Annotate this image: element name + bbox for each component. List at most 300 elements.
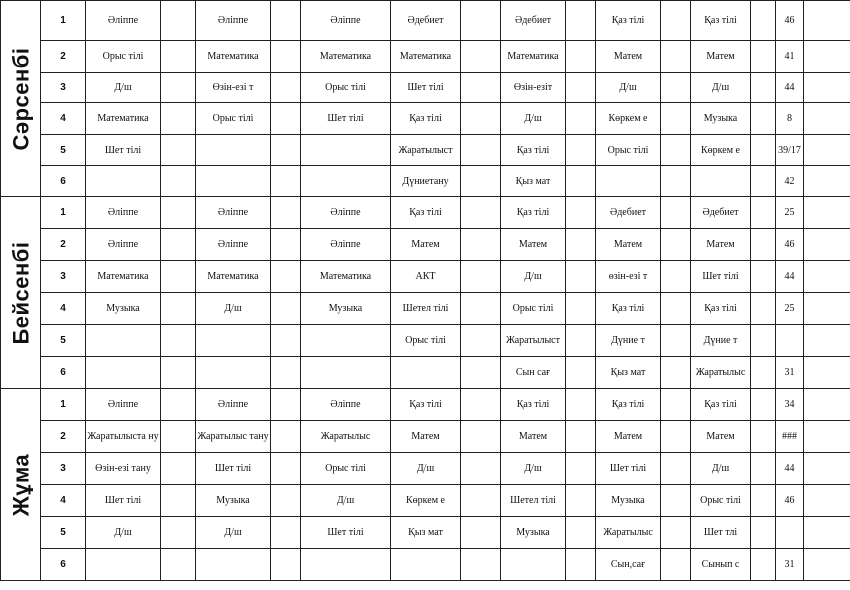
subject-cell: Орыс тілі [596, 135, 661, 166]
subject-cell: Жаратылыс [691, 357, 751, 389]
class-count: 44 [776, 453, 804, 485]
subject-cell: Жаратылыс тану [196, 421, 271, 453]
empty-cell [661, 389, 691, 421]
subject-cell: Қаз тілі [691, 389, 751, 421]
subject-cell: Орыс тілі [301, 453, 391, 485]
empty-cell [161, 103, 196, 135]
subject-cell: Орыс тілі [196, 103, 271, 135]
subject-cell: Математика [501, 41, 566, 73]
empty-cell [461, 41, 501, 73]
subject-cell [86, 549, 161, 581]
subject-cell: Шетел тілі [391, 293, 461, 325]
empty-cell [661, 166, 691, 197]
empty-cell [161, 325, 196, 357]
empty-cell [804, 325, 850, 357]
subject-cell [196, 357, 271, 389]
empty-cell [804, 357, 850, 389]
empty-cell [566, 1, 596, 41]
subject-cell: Өзін-езіт [501, 73, 566, 103]
subject-cell: Әліппе [86, 197, 161, 229]
subject-cell [301, 135, 391, 166]
subject-cell: Д/ш [86, 73, 161, 103]
subject-cell [596, 166, 661, 197]
lesson-number: 6 [41, 549, 86, 581]
subject-cell: Математика [196, 41, 271, 73]
subject-cell: Матем [691, 229, 751, 261]
subject-cell [501, 549, 566, 581]
empty-cell [161, 357, 196, 389]
empty-cell [751, 73, 776, 103]
empty-cell [751, 453, 776, 485]
subject-cell [391, 357, 461, 389]
empty-cell [161, 421, 196, 453]
empty-cell [461, 135, 501, 166]
empty-cell [461, 103, 501, 135]
subject-cell: Математика [86, 261, 161, 293]
empty-cell [661, 41, 691, 73]
empty-cell [566, 357, 596, 389]
subject-cell: Музыка [501, 517, 566, 549]
subject-cell: Қаз тілі [501, 135, 566, 166]
empty-cell [161, 166, 196, 197]
lesson-number: 5 [41, 135, 86, 166]
schedule-row [1, 166, 850, 197]
empty-cell [804, 389, 850, 421]
empty-cell [271, 41, 301, 73]
empty-cell [661, 421, 691, 453]
day-label-cell [1, 197, 41, 389]
subject-cell [691, 166, 751, 197]
empty-cell [566, 293, 596, 325]
subject-cell: Д/ш [196, 293, 271, 325]
lesson-number: 2 [41, 421, 86, 453]
empty-cell [566, 197, 596, 229]
empty-cell [161, 1, 196, 41]
empty-cell [271, 229, 301, 261]
lesson-number: 2 [41, 41, 86, 73]
subject-cell: Әдебиет [501, 1, 566, 41]
subject-cell: Қыз мат [501, 166, 566, 197]
subject-cell: Шет тілі [196, 453, 271, 485]
schedule-row [1, 453, 850, 485]
empty-cell [271, 1, 301, 41]
subject-cell: Қаз тілі [391, 197, 461, 229]
class-count: 31 [776, 549, 804, 581]
empty-cell [804, 103, 850, 135]
empty-cell [566, 135, 596, 166]
subject-cell: Д/ш [196, 517, 271, 549]
empty-cell [566, 73, 596, 103]
class-count: 44 [776, 261, 804, 293]
subject-cell: Д/ш [596, 73, 661, 103]
empty-cell [751, 229, 776, 261]
subject-cell: Шет тілі [86, 135, 161, 166]
class-count: 46 [776, 229, 804, 261]
schedule-row [1, 549, 850, 581]
day-label: Жұма [8, 453, 33, 516]
empty-cell [461, 357, 501, 389]
subject-cell: Жаратылыс [596, 517, 661, 549]
empty-cell [461, 166, 501, 197]
subject-cell: Өзін-езі т [196, 73, 271, 103]
empty-cell [161, 549, 196, 581]
empty-cell [461, 325, 501, 357]
subject-cell [196, 166, 271, 197]
empty-cell [804, 166, 850, 197]
empty-cell [161, 41, 196, 73]
empty-cell [751, 197, 776, 229]
subject-cell [301, 549, 391, 581]
empty-cell [566, 41, 596, 73]
subject-cell: Д/ш [301, 485, 391, 517]
empty-cell [461, 261, 501, 293]
schedule-row [1, 517, 850, 549]
class-count: 42 [776, 166, 804, 197]
empty-cell [661, 549, 691, 581]
empty-cell [461, 293, 501, 325]
schedule-row [1, 261, 850, 293]
empty-cell [661, 73, 691, 103]
subject-cell: Шет тілі [301, 103, 391, 135]
class-count: 31 [776, 357, 804, 389]
empty-cell [161, 197, 196, 229]
subject-cell [86, 325, 161, 357]
empty-cell [751, 421, 776, 453]
schedule-row [1, 103, 850, 135]
empty-cell [751, 357, 776, 389]
schedule-row [1, 135, 850, 166]
empty-cell [271, 389, 301, 421]
empty-cell [161, 135, 196, 166]
subject-cell: Қаз тілі [501, 197, 566, 229]
empty-cell [751, 1, 776, 41]
empty-cell [751, 135, 776, 166]
schedule-row [1, 421, 850, 453]
subject-cell: Музыка [301, 293, 391, 325]
empty-cell [751, 485, 776, 517]
subject-cell: Қаз тілі [691, 1, 751, 41]
subject-cell: Орыс тілі [501, 293, 566, 325]
class-count: 39/17 [776, 135, 804, 166]
subject-cell: Д/ш [501, 261, 566, 293]
empty-cell [161, 485, 196, 517]
class-count: 44 [776, 73, 804, 103]
class-count: 46 [776, 1, 804, 41]
empty-cell [271, 325, 301, 357]
empty-cell [751, 517, 776, 549]
subject-cell: Әліппе [196, 1, 271, 41]
subject-cell: Шет тілі [391, 73, 461, 103]
subject-cell: Шет тлі [691, 517, 751, 549]
lesson-number: 3 [41, 261, 86, 293]
subject-cell: Матем [691, 421, 751, 453]
subject-cell: Жаратылыст [391, 135, 461, 166]
subject-cell [301, 325, 391, 357]
subject-cell: АКТ [391, 261, 461, 293]
lesson-number: 5 [41, 325, 86, 357]
empty-cell [804, 517, 850, 549]
subject-cell: Орыс тілі [391, 325, 461, 357]
empty-cell [804, 421, 850, 453]
subject-cell: Д/ш [501, 103, 566, 135]
subject-cell: Матем [691, 41, 751, 73]
schedule-row [1, 357, 850, 389]
empty-cell [804, 485, 850, 517]
class-count: ### [776, 421, 804, 453]
empty-cell [804, 197, 850, 229]
empty-cell [804, 549, 850, 581]
subject-cell: Қыз мат [391, 517, 461, 549]
empty-cell [461, 229, 501, 261]
subject-cell: Қаз тілі [596, 389, 661, 421]
class-count: 34 [776, 389, 804, 421]
schedule-row [1, 73, 850, 103]
empty-cell [566, 453, 596, 485]
subject-cell: Матем [596, 41, 661, 73]
subject-cell: Әдебиет [691, 197, 751, 229]
day-label: Бейсенбі [8, 240, 33, 345]
subject-cell: Қаз тілі [391, 389, 461, 421]
subject-cell: Қаз тілі [691, 293, 751, 325]
schedule-row [1, 197, 850, 229]
subject-cell: Сын,сағ [596, 549, 661, 581]
subject-cell: Музыка [691, 103, 751, 135]
empty-cell [461, 485, 501, 517]
empty-cell [566, 261, 596, 293]
empty-cell [751, 549, 776, 581]
empty-cell [271, 166, 301, 197]
subject-cell: Өзін-езі тану [86, 453, 161, 485]
subject-cell: Әліппе [301, 229, 391, 261]
subject-cell: Д/ш [501, 453, 566, 485]
subject-cell: Матем [391, 421, 461, 453]
lesson-number: 4 [41, 485, 86, 517]
empty-cell [271, 453, 301, 485]
empty-cell [271, 135, 301, 166]
subject-cell: Д/ш [86, 517, 161, 549]
subject-cell: Әліппе [196, 197, 271, 229]
lesson-number: 1 [41, 1, 86, 41]
schedule-row [1, 293, 850, 325]
empty-cell [751, 389, 776, 421]
subject-cell: Дүние т [691, 325, 751, 357]
subject-cell: Шет тілі [691, 261, 751, 293]
lesson-number: 4 [41, 293, 86, 325]
empty-cell [271, 293, 301, 325]
subject-cell: Музыка [86, 293, 161, 325]
subject-cell: Сынып с [691, 549, 751, 581]
empty-cell [566, 517, 596, 549]
empty-cell [461, 389, 501, 421]
subject-cell: Математика [391, 41, 461, 73]
empty-cell [804, 135, 850, 166]
subject-cell: Математика [196, 261, 271, 293]
empty-cell [661, 1, 691, 41]
empty-cell [461, 517, 501, 549]
empty-cell [566, 389, 596, 421]
empty-cell [751, 261, 776, 293]
empty-cell [161, 229, 196, 261]
class-count [776, 517, 804, 549]
subject-cell: Жаратылыста ну [86, 421, 161, 453]
empty-cell [661, 357, 691, 389]
subject-cell: Орыс тілі [301, 73, 391, 103]
subject-cell: Әліппе [86, 1, 161, 41]
lesson-number: 4 [41, 103, 86, 135]
schedule-row [1, 485, 850, 517]
lesson-number: 5 [41, 517, 86, 549]
empty-cell [661, 135, 691, 166]
empty-cell [751, 325, 776, 357]
lesson-number: 1 [41, 197, 86, 229]
subject-cell: Шет тілі [86, 485, 161, 517]
subject-cell: Математика [301, 41, 391, 73]
class-count: 41 [776, 41, 804, 73]
empty-cell [661, 229, 691, 261]
lesson-number: 6 [41, 166, 86, 197]
subject-cell: Қаз тілі [391, 103, 461, 135]
empty-cell [461, 1, 501, 41]
subject-cell: Жаратылыст [501, 325, 566, 357]
subject-cell: Әліппе [196, 229, 271, 261]
subject-cell: Матем [501, 229, 566, 261]
class-count: 8 [776, 103, 804, 135]
day-label: Сәрсенбі [8, 46, 33, 151]
empty-cell [271, 421, 301, 453]
empty-cell [161, 517, 196, 549]
schedule-row [1, 41, 850, 73]
subject-cell: Дүниетану [391, 166, 461, 197]
subject-cell: Сын сағ [501, 357, 566, 389]
subject-cell: Әліппе [301, 197, 391, 229]
empty-cell [461, 73, 501, 103]
subject-cell: Әліппе [86, 389, 161, 421]
lesson-number: 2 [41, 229, 86, 261]
empty-cell [661, 197, 691, 229]
subject-cell: Д/ш [391, 453, 461, 485]
subject-cell: Математика [301, 261, 391, 293]
empty-cell [804, 229, 850, 261]
empty-cell [161, 389, 196, 421]
subject-cell: Жаратылыс [301, 421, 391, 453]
empty-cell [271, 549, 301, 581]
empty-cell [566, 103, 596, 135]
subject-cell: Д/ш [691, 453, 751, 485]
subject-cell: Әліппе [301, 1, 391, 41]
empty-cell [271, 73, 301, 103]
schedule-row [1, 325, 850, 357]
subject-cell [391, 549, 461, 581]
lesson-number: 3 [41, 453, 86, 485]
subject-cell: Математика [86, 103, 161, 135]
lesson-number: 6 [41, 357, 86, 389]
subject-cell [86, 357, 161, 389]
class-count: 46 [776, 485, 804, 517]
empty-cell [566, 421, 596, 453]
empty-cell [661, 453, 691, 485]
subject-cell: Қаз тілі [596, 1, 661, 41]
empty-cell [661, 103, 691, 135]
empty-cell [661, 261, 691, 293]
class-count: 25 [776, 293, 804, 325]
subject-cell: Қаз тілі [501, 389, 566, 421]
empty-cell [751, 293, 776, 325]
empty-cell [271, 197, 301, 229]
subject-cell: Д/ш [691, 73, 751, 103]
empty-cell [161, 453, 196, 485]
subject-cell: Көркем е [391, 485, 461, 517]
empty-cell [271, 517, 301, 549]
empty-cell [566, 229, 596, 261]
subject-cell: Матем [596, 229, 661, 261]
lesson-number: 3 [41, 73, 86, 103]
lesson-number: 1 [41, 389, 86, 421]
subject-cell: Көркем е [596, 103, 661, 135]
schedule-row [1, 389, 850, 421]
empty-cell [271, 357, 301, 389]
subject-cell: Шет тілі [596, 453, 661, 485]
empty-cell [804, 453, 850, 485]
subject-cell: Музыка [596, 485, 661, 517]
subject-cell: Матем [501, 421, 566, 453]
subject-cell [196, 549, 271, 581]
subject-cell [196, 325, 271, 357]
empty-cell [461, 197, 501, 229]
empty-cell [161, 293, 196, 325]
empty-cell [804, 261, 850, 293]
empty-cell [161, 261, 196, 293]
empty-cell [751, 166, 776, 197]
empty-cell [566, 549, 596, 581]
subject-cell: Матем [596, 421, 661, 453]
empty-cell [566, 485, 596, 517]
empty-cell [804, 41, 850, 73]
subject-cell: Шетел тілі [501, 485, 566, 517]
subject-cell: Қаз тілі [596, 293, 661, 325]
empty-cell [661, 517, 691, 549]
empty-cell [804, 293, 850, 325]
empty-cell [661, 325, 691, 357]
empty-cell [804, 73, 850, 103]
subject-cell: Әліппе [301, 389, 391, 421]
subject-cell: Көркем е [691, 135, 751, 166]
class-count: 25 [776, 197, 804, 229]
subject-cell: Әліппе [86, 229, 161, 261]
empty-cell [271, 103, 301, 135]
subject-cell: өзін-езі т [596, 261, 661, 293]
class-count [776, 325, 804, 357]
empty-cell [461, 453, 501, 485]
subject-cell: Әдебиет [596, 197, 661, 229]
empty-cell [751, 103, 776, 135]
subject-cell: Музыка [196, 485, 271, 517]
subject-cell: Әліппе [196, 389, 271, 421]
empty-cell [661, 293, 691, 325]
empty-cell [271, 261, 301, 293]
schedule-row [1, 1, 850, 41]
schedule-row [1, 229, 850, 261]
day-label-cell [1, 389, 41, 581]
empty-cell [804, 1, 850, 41]
subject-cell: Қыз мат [596, 357, 661, 389]
empty-cell [661, 485, 691, 517]
subject-cell: Дүние т [596, 325, 661, 357]
empty-cell [461, 421, 501, 453]
subject-cell: Шет тілі [301, 517, 391, 549]
empty-cell [566, 325, 596, 357]
subject-cell: Матем [391, 229, 461, 261]
subject-cell: Орыс тілі [691, 485, 751, 517]
